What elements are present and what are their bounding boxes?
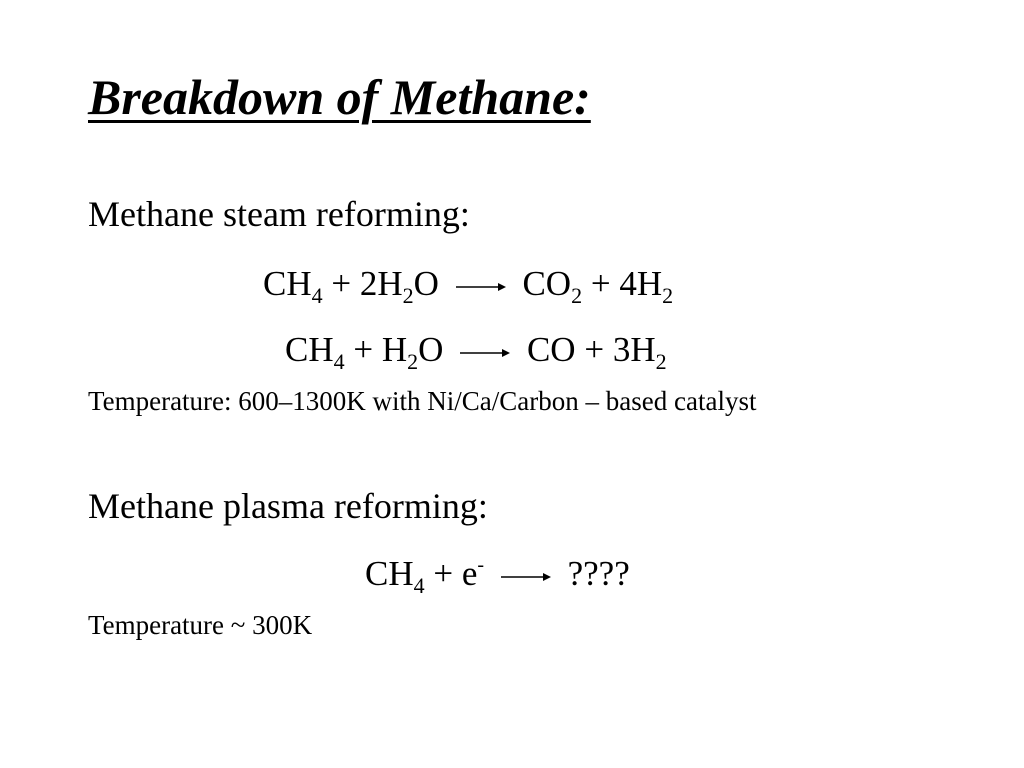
reactant-2: e [461,554,478,593]
superscript: - [477,554,485,576]
subscript: 2 [407,349,419,374]
product-1: ???? [567,554,630,593]
reaction-arrow-icon [460,347,510,359]
reactant-2: 2H [359,264,403,303]
plus-sign: + [331,264,352,303]
product-2: 4H [619,264,663,303]
plus-sign: + [433,554,454,593]
steam-equation-2 [285,330,667,374]
plasma-temperature-note: Temperature ~ 300K [88,610,313,640]
steam-equation-1 [263,264,674,308]
plasma-reforming-heading: Methane plasma reforming: [88,486,488,526]
subscript: 4 [413,573,425,598]
subscript: 4 [311,283,323,308]
reactant-1: CH [263,264,312,303]
subscript: 4 [333,349,345,374]
subscript: 2 [662,283,674,308]
reactant-2-tail: O [418,330,444,369]
slide-title: Breakdown of Methane: [88,69,591,125]
plus-sign: + [584,330,605,369]
steam-reforming-heading: Methane steam reforming: [88,194,470,234]
subscript: 2 [571,283,583,308]
reactant-2: H [381,330,408,369]
product-2: 3H [612,330,656,369]
reaction-arrow-icon [456,281,506,293]
product-1: CO [526,330,576,369]
subscript: 2 [402,283,414,308]
steam-temperature-note: Temperature: 600–1300K with Ni/Ca/Carbon – based catalyst [88,386,757,416]
plasma-equation [365,554,630,598]
plus-sign: + [353,330,374,369]
reaction-arrow-icon [501,571,551,583]
reactant-1: CH [365,554,414,593]
plus-sign: + [590,264,611,303]
reactant-2-tail: O [413,264,439,303]
subscript: 2 [655,349,667,374]
product-1: CO [522,264,572,303]
reactant-1: CH [285,330,334,369]
